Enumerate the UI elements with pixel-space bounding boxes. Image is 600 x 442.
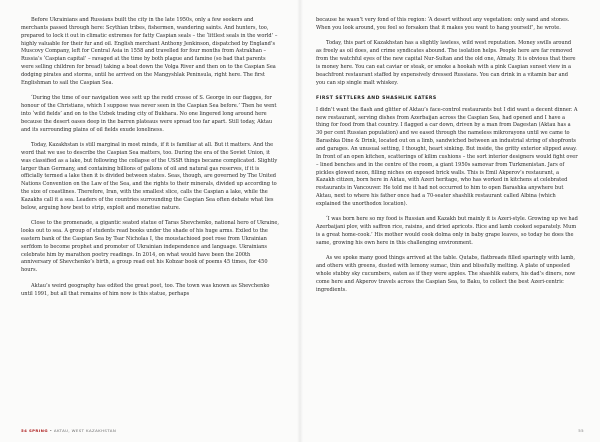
body-paragraph: because he wasn’t very fond of this region: ‘A desert without any vegetation: only sand and stones. When you look around, you feel so forsaken that it makes you want to hang yourself’, he wrote. [316, 17, 570, 31]
section-subhead: FIRST SETTLERS AND SHASHLIK EATERS [316, 95, 437, 101]
page-number: 55 [578, 428, 584, 433]
body-paragraph: Aktau’s weird geography has edited the great poet, too. The town was known as Shevchenko until 1991, but all that remains of him now is this statue, perhaps [21, 282, 270, 297]
right-page-footer [578, 428, 584, 433]
body-paragraph: Before Ukrainians and Russians built the city in the late 1950s, only a few seekers and merchants passed through here: Scythian tribes, fishermen, wandering saints. And hunters, too, prepared to lock it out in climatic extremes for fatty Caspian seals – the ‘littlest seals in the world’ – highly valuable for their fur and oil. English merchant Anthony Jenkinson, dispatched by England’s Muscovy Company, left for Central Asia in 1558 and travelled for four months from Astrakhan – Russia’s ‘Caspian capital’ – ravaged at the time by both plague and famine (so bad that parents were selling children for bread) taking a boat down the Volga River and then on to the Caspian Sea dodging pirates and storms, until he arrived on the Mangyshlak Peninsula, right here. The first Englishman to sail the Caspian Sea. [21, 17, 278, 86]
body-paragraph: I didn’t want the flash and glitter of Aktau’s face-control restaurants but I did want a decent dinner. A new restaurant, serving dishes from Azerbaijan across the Caspian Sea, had opened and I have a thing for food from that country. I flagged a car down, driven by a man from Dagestan (Aktau has a 30 per cent Russian population) and we eased through the nameless mikrorayons until we came to Barashka Dine & Drink, located out on a limb, sandwiched between an industrial string of shopfronts and garages. An unusual setting, I thought, heart sinking. But inside, the gritty exterior slipped away. In front of an open kitchen, scatterings of kilim cushions – the sort interior designers would fight over – lined benches and in the centre of the room, a giant 1950s samovar from Turkmenistan. Jars of pickles glowed neon, filling niches on exposed brick walls. This is Emil Akperov’s restaurant, a Kazakh citizen, born here in Aktau, with Azeri heritage, who has worked in kitchens at celebrated restaurants in Vancouver. He told me it had not occurred to him to open Barashka anywhere but Aktau, next to where his father once had a 70-seater shashlik restaurant called Albina (which explained the unorthodox location). [316, 106, 578, 207]
body-paragraph: ‘During the time of our navigation wee sett up the redd crosse of S. George in our flagges, for honour of the Christians, which I suppose was never seen in the Caspian Sea before.’ Then he went into ‘wild fields’ and on to the Uzbek trading city of Bukhara. No one lingered long around here because the desert oases deep in the barren plateaus were spread too far apart. Still today, Aktau and its surrounding plains of oil fields exude loneliness. [21, 95, 277, 133]
left-page-footer [21, 428, 116, 433]
body-paragraph: Today, this part of Kazakhstan has a slightly lawless, wild west reputation. Money swills around as freely as oil does, and crime syndicates abound. The isolation helps. People here are far removed from the watchful eyes of the new capital Nur-Sultan and the old one, Almaty. It is obvious that there is money here. You can eat caviar or steak, or smoke a hookah with a pink Caspian sunset view in a beachfront restaurant staffed by expensively dressed Russians. You can drink in a vitamin bar and you can sip single malt whiskey. [316, 40, 576, 86]
footer-section: AKTAU, WEST KAZAKHSTAN [53, 428, 117, 433]
footer-separator: • [49, 428, 53, 433]
right-page [300, 0, 600, 442]
body-paragraph: Close to the promenade, a gigantic seated statue of Taras Shevchenko, national hero of Ukraine, looks out to sea. A group of students read books under the shade of his huge arms. Exiled to the eastern bank of the Caspian Sea by Tsar Nicholas I, the moustachioed poet rose from Ukrainian serfdom to become prophet and promoter of Ukrainian independence and language. Ukrainians celebrate him by marathon poetry readings. In 2014, on what would have been the 200th anniversary of Shevchenko’s birth, a group read out his Kobzar book of poems 45 times, for 450 hours. [21, 220, 280, 274]
body-paragraph: ‘I was born here so my food is Russian and Kazakh but mainly it is Azeri-style. Growing up we had Azerbaijani plov, with saffron rice, raisins, and dried apricots. Rice and lamb cooked separately. Mum is a great home-cook.’ His mother would cook dolma only in baby grape leaves, so today he does the same, growing his own here in this challenging environment. [316, 216, 578, 246]
footer-issue: 54 SPRING [21, 428, 48, 433]
body-paragraph: As we spoke many good things arrived at the table. Qutabs, flatbreads filled sparingly with lamb, and others with greens, dusted with lemony sumac, thin and blissfully melting. A plate of unpeeled whole stubby sky cucumbers, eaten as if they were apples. The shashlik eaters, his dad’s diners, now come here and Akperov travels across the Caspian Sea, to Baku, to collect the best Azeri-centric ingredients. [316, 255, 576, 293]
left-text-column [21, 17, 279, 306]
right-text-column [316, 17, 578, 302]
body-paragraph: Today, Kazakhstan is still marginal in most minds, if it is familiar at all. But it matters. And the word that we use to describe the Caspian Sea matters, too. During the era of the Soviet Union, it was classified as a lake, but following the collapse of the USSR things became complicated. Slightly larger than Germany, and containing billions of gallons of oil and natural gas reserves, if it is officially termed a lake then it is divided between states. Seas, though, are governed by The United Nations Convention on the Law of the Sea, and the rights to their minerals, divided up according to the size of coastlines. Therefore, Iran, with the smallest slice, calls the Caspian a lake, while the Kazakhs call it a sea. Leaders of the countries surrounding the Caspian Sea often debate what lies below, arguing how best to strip, exploit and monetise nature. [21, 142, 278, 211]
